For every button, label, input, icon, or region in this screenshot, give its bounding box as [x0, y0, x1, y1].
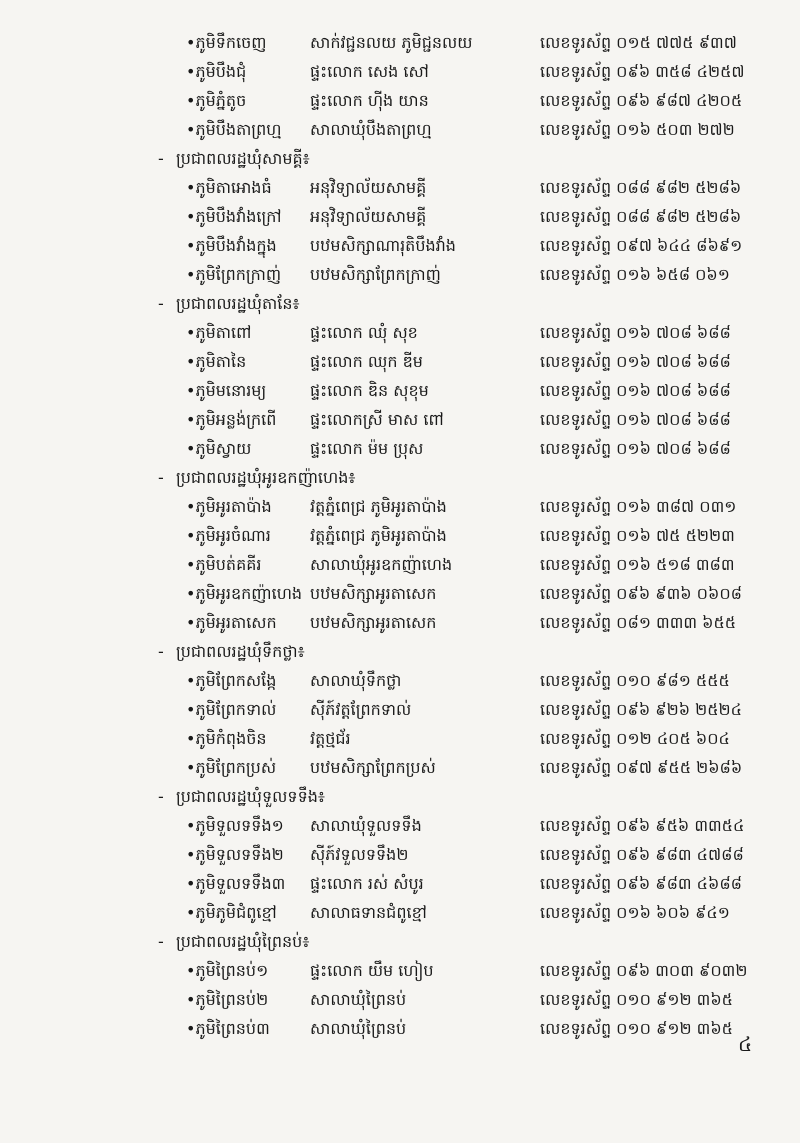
list-item: [150, 579, 790, 608]
list-item: [150, 550, 790, 579]
list-item: [150, 57, 790, 86]
contact-list: [150, 28, 790, 1043]
village-name: •ភូមិបឹងវាំងក្រៅ: [186, 207, 282, 226]
location-name: អនុវិទ្យាល័យសាមគ្គី: [310, 207, 427, 226]
phone-number: លេខទូរស័ព្ទ ០១៦ ៧០៨ ៦៨៨: [540, 410, 731, 429]
list-item: [150, 956, 790, 985]
phone-number: លេខទូរស័ព្ទ ០១៦ ៥១៨ ៣៨៣: [540, 555, 735, 574]
location-name: ស៊ីភ៍វត្តព្រែកទាល់: [310, 700, 412, 719]
page-number: ៤: [738, 1032, 753, 1056]
heading-dash: -: [158, 787, 164, 806]
phone-number: លេខទូរស័ព្ទ ០១៦ ៦៥៨ ០៦១: [540, 265, 730, 284]
phone-number: លេខទូរស័ព្ទ ០១៦ ៧៥ ៥២២៣: [540, 526, 735, 545]
village-name: •ភូមិបត់គគីរ: [186, 555, 262, 574]
list-item: [150, 608, 790, 637]
location-name: វត្តថ្មជ័រ: [310, 729, 351, 748]
phone-number: លេខទូរស័ព្ទ ០៩៦ ៩៣៦ ០៦០៨: [540, 584, 742, 603]
village-name: •ភូមិព្រែកទាល់: [186, 700, 277, 719]
commune-heading-title: ប្រជាពលរដ្ឋឃុំតានែ៖: [176, 294, 300, 313]
village-name: •ភូមិតាពៅ: [186, 323, 252, 342]
heading-dash: -: [158, 294, 164, 313]
location-name: សាលាឃុំព្រៃនប់: [310, 1019, 407, 1038]
phone-number: លេខទូរស័ព្ទ ០១៦ ៧០៨ ៦៨៨: [540, 352, 731, 371]
location-name: ផ្ទះលោក រស់ សំបូរ: [310, 874, 424, 893]
list-item: [150, 492, 790, 521]
phone-number: លេខទូរស័ព្ទ ០១៥ ៧៧៥ ៩៣៧: [540, 33, 737, 52]
village-name: •ភូមិទឹកចេញ: [186, 33, 267, 52]
location-name: សាលាឃុំទឹកថ្លា: [310, 671, 402, 690]
village-name: •ភូមិព្រែកក្រាញ់: [186, 265, 282, 284]
location-name: ស៊ីភ៍វទួលទទឹង២: [310, 845, 409, 864]
commune-heading: [150, 144, 790, 173]
phone-number: លេខទូរស័ព្ទ ០១០ ៩១២ ៣៦៥: [540, 990, 733, 1009]
phone-number: លេខទូរស័ព្ទ ០៨៨ ៩៨២ ៥២៨៦: [540, 207, 742, 226]
phone-number: លេខទូរស័ព្ទ ០១៦ ៧០៨ ៦៨៨: [540, 381, 731, 400]
phone-number: លេខទូរស័ព្ទ ០១០ ៩១២ ៣៦៥: [540, 1019, 733, 1038]
village-name: •ភូមិព្រែកប្រស់: [186, 758, 277, 777]
list-item: [150, 666, 790, 695]
list-item: [150, 695, 790, 724]
village-name: •ភូមិបឹងវាំងក្នុង: [186, 236, 277, 255]
list-item: [150, 231, 790, 260]
village-name: •ភូមិទួលទទឹង១: [186, 816, 284, 835]
heading-dash: -: [158, 149, 164, 168]
village-name: •ភូមិព្រៃនប់១: [186, 961, 269, 980]
phone-number: លេខទូរស័ព្ទ ០១៦ ៣៨៧ ០៣១: [540, 497, 737, 516]
list-item: [150, 405, 790, 434]
list-item: [150, 811, 790, 840]
phone-number: លេខទូរស័ព្ទ ០៩៦ ៣០៣ ៩០៣២: [540, 961, 748, 980]
phone-number: លេខទូរស័ព្ទ ០១៦ ៦០៦ ៩៤១: [540, 903, 730, 922]
list-item: [150, 376, 790, 405]
commune-heading: [150, 637, 790, 666]
village-name: •ភូមិអូរតាប៉ាង: [186, 497, 272, 516]
location-name: ផ្ទះលោក ឈុក ឌីម: [310, 352, 423, 371]
location-name: បឋមសិក្សាព្រែកប្រស់: [310, 758, 436, 777]
list-item: [150, 28, 790, 57]
location-name: បឋមសិក្សាអូរតាសេក: [310, 613, 437, 632]
village-name: •ភូមិបឹងជុំ: [186, 62, 247, 81]
commune-heading: [150, 927, 790, 956]
location-name: សាលាឃុំព្រៃនប់: [310, 990, 407, 1009]
phone-number: លេខទូរស័ព្ទ ០១២ ៤០៥ ៦០៤: [540, 729, 730, 748]
village-name: •ភូមិស្វាយ: [186, 439, 252, 458]
list-item: [150, 347, 790, 376]
phone-number: លេខទូរស័ព្ទ ០៩៦ ៩៨៧ ៤២០៥: [540, 91, 743, 110]
village-name: •ភូមិអូរតាសេក: [186, 613, 277, 632]
phone-number: លេខទូរស័ព្ទ ០៩៦ ៣៥៨ ៤២៥៧: [540, 62, 745, 81]
location-name: ផ្ទះលោក សេង សៅ: [310, 62, 429, 81]
village-name: •ភូមិកំពុងចិន: [186, 729, 267, 748]
location-name: សាលាឃុំបឹងតាព្រហ្ម: [310, 120, 432, 139]
location-name: បឋមសិក្សាព្រែកក្រាញ់: [310, 265, 441, 284]
village-name: •ភូមិតានៃ: [186, 352, 247, 371]
location-name: សាលាឃុំទួលទទឹង: [310, 816, 422, 835]
phone-number: លេខទូរស័ព្ទ ០៨១ ៣៣៣ ៦៥៥: [540, 613, 737, 632]
list-item: [150, 202, 790, 231]
village-name: •ភូមិមនោរម្យ: [186, 381, 267, 400]
phone-number: លេខទូរស័ព្ទ ០១៦ ៥០៣ ២៧២: [540, 120, 735, 139]
village-name: •ភូមិទួលទទឹង៣: [186, 874, 286, 893]
phone-number: លេខទូរស័ព្ទ ០១៦ ៧០៨ ៦៨៨: [540, 439, 731, 458]
phone-number: លេខទូរស័ព្ទ ០១០ ៩៨១ ៥៥៥: [540, 671, 730, 690]
commune-heading-title: ប្រជាពលរដ្ឋឃុំទួលទទឹង៖: [176, 787, 325, 806]
heading-dash: -: [158, 468, 164, 487]
list-item: [150, 869, 790, 898]
list-item: [150, 840, 790, 869]
location-name: វត្តភ្នំពេជ្រ ភូមិអូរតាប៉ាង: [310, 526, 447, 545]
village-name: •ភូមិទួលទទឹង២: [186, 845, 284, 864]
list-item: [150, 318, 790, 347]
phone-number: លេខទូរស័ព្ទ ០១៦ ៧០៨ ៦៨៨: [540, 323, 731, 342]
list-item: [150, 434, 790, 463]
location-name: ផ្ទះលោក ហ៊ីង យាន: [310, 91, 429, 110]
phone-number: លេខទូរស័ព្ទ ០៩៦ ៩៥៦ ៣៣៥៤: [540, 816, 745, 835]
phone-number: លេខទូរស័ព្ទ ០៩៧ ៦៤៤ ៨៦៩១: [540, 236, 743, 255]
location-name: ផ្ទះលោក ម៉ម ប្រុស: [310, 439, 424, 458]
location-name: វត្តភ្នំពេជ្រ ភូមិអូរតាប៉ាង: [310, 497, 447, 516]
commune-heading-title: ប្រជាពលរដ្ឋឃុំទឹកថ្លា៖: [176, 642, 305, 661]
location-name: ផ្ទះលោក ឈុំ សុខ: [310, 323, 418, 342]
location-name: អនុវិទ្យាល័យសាមគ្គី: [310, 178, 427, 197]
commune-heading-title: ប្រជាពលរដ្ឋឃុំអូរឧកញ៉ាហេង៖: [176, 468, 356, 487]
list-item: [150, 173, 790, 202]
village-name: •ភូមិអូរឧកញ៉ាហេង: [186, 584, 303, 603]
phone-number: លេខទូរស័ព្ទ ០៩៦ ៩២៦ ២៥២៤: [540, 700, 742, 719]
location-name: ផ្ទះលោក ឌិន សុខុម: [310, 381, 429, 400]
phone-number: លេខទូរស័ព្ទ ០៩៦ ៩៨៣ ៤៧៨៨: [540, 845, 744, 864]
location-name: បឋមសិក្សាណារុតិបឹងវាំង: [310, 236, 456, 255]
village-name: •ភូមិភូមិជំពូខ្មៅ: [186, 903, 277, 922]
location-name: សាលាឃុំអូរឧកញ៉ាហេង: [310, 555, 453, 574]
commune-heading-title: ប្រជាពលរដ្ឋឃុំព្រៃនប់៖: [176, 932, 310, 951]
heading-dash: -: [158, 932, 164, 951]
location-name: ផ្ទះលោក យឹម ហៀប: [310, 961, 434, 980]
location-name: ផ្ទះលោកស្រី មាស ពៅ: [310, 410, 444, 429]
village-name: •ភូមិអូរចំណារ: [186, 526, 271, 545]
commune-heading: [150, 463, 790, 492]
list-item: [150, 115, 790, 144]
village-name: •ភូមិអន្លង់ក្រពើ: [186, 410, 277, 429]
list-item: [150, 898, 790, 927]
village-name: •ភូមិបឹងតាព្រហ្ម: [186, 120, 282, 139]
list-item: [150, 1014, 790, 1043]
village-name: •ភូមិព្រៃនប់៣: [186, 1019, 270, 1038]
village-name: •ភូមិព្រែកសង្កែ: [186, 671, 277, 690]
village-name: •ភូមិព្រៃនប់២: [186, 990, 269, 1009]
heading-dash: -: [158, 642, 164, 661]
commune-heading: [150, 782, 790, 811]
commune-heading-title: ប្រជាពលរដ្ឋឃុំសាមគ្គី៖: [176, 149, 310, 168]
list-item: [150, 521, 790, 550]
list-item: [150, 724, 790, 753]
location-name: សាក់វជ្ជនលយ ភូមិជ្ជនលយ: [310, 33, 473, 52]
list-item: [150, 985, 790, 1014]
list-item: [150, 260, 790, 289]
phone-number: លេខទូរស័ព្ទ ០៩៧ ៩៥៥ ២៦៨៦: [540, 758, 743, 777]
village-name: •ភូមិតាអោងធំ: [186, 178, 272, 197]
phone-number: លេខទូរស័ព្ទ ០៨៨ ៩៨២ ៥២៨៦: [540, 178, 742, 197]
commune-heading: [150, 289, 790, 318]
list-item: [150, 753, 790, 782]
village-name: •ភូមិភ្នំតូច: [186, 91, 247, 110]
list-item: [150, 86, 790, 115]
location-name: សាលាធទានជំពូខ្មៅ: [310, 903, 427, 922]
location-name: បឋមសិក្សាអូរតាសេក: [310, 584, 437, 603]
phone-number: លេខទូរស័ព្ទ ០៩៦ ៩៨៣ ៤៦៨៨: [540, 874, 742, 893]
